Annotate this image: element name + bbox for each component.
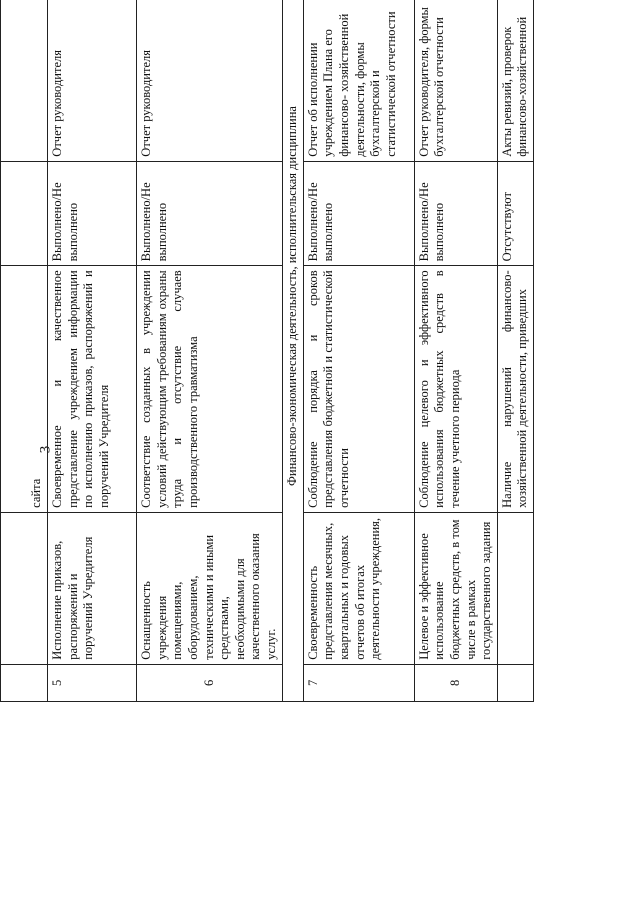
table-row bbox=[1, 0, 48, 702]
page-number: 3 bbox=[37, 445, 54, 454]
cell-criterion: Оснащенность учреждения помещениями, оборудованием, техническими и иными средствами, необходимыми для качественного оказания услуг. bbox=[137, 512, 283, 664]
cell-number: 7 bbox=[303, 664, 414, 701]
cell-number: 8 bbox=[414, 664, 497, 701]
cell-source: Отчет руководителя bbox=[48, 0, 137, 161]
cell-value: Выполнено/Не выполнено bbox=[137, 161, 283, 266]
cell-value: Отсутствуют bbox=[497, 161, 533, 266]
cell-source: Отчет руководителя bbox=[137, 0, 283, 161]
section-row bbox=[282, 0, 303, 702]
table-row bbox=[48, 0, 137, 702]
cell-description: сайта bbox=[1, 266, 48, 513]
table-row bbox=[414, 0, 497, 702]
cell-criterion: Целевое и эффективное использование бюджетных средств, в том числе в рамках государственного задания bbox=[414, 512, 497, 664]
table-row bbox=[137, 0, 283, 702]
cell-number: 6 bbox=[137, 664, 283, 701]
table-row bbox=[497, 0, 533, 702]
table-row bbox=[303, 0, 414, 702]
section-heading: Финансово-экономическая деятельность, исполнительская дисциплина bbox=[282, 0, 303, 702]
cell-description: Соблюдение целевого и эффективного использования бюджетных средств в течение учетного периода bbox=[414, 266, 497, 513]
cell-description: Наличие нарушений финансово-хозяйственной деятельности, приведших bbox=[497, 266, 533, 513]
cell-source: Отчет об исполнении учреждением Плана его финансово- хозяйственной деятельности, формы бухгалтерской и статистической отчетности bbox=[303, 0, 414, 161]
cell-criterion: Своевременность представления месячных, квартальных и годовых отчетов об итогах деятельности учреждения, bbox=[303, 512, 414, 664]
cell-source: Акты ревизий, проверок финансово-хозяйственной bbox=[497, 0, 533, 161]
cell-value: Выполнено/Не выполнено bbox=[48, 161, 137, 266]
cell-description: Своевременное и качественное представление учреждением информации по исполнению приказов, распоряжений и поручений Учредителя bbox=[48, 266, 137, 513]
cell-value: Выполнено/Не выполнено bbox=[414, 161, 497, 266]
cell-number: 5 bbox=[48, 664, 137, 701]
cell-source: Отчет руководителя, формы бухгалтерской отчетности bbox=[414, 0, 497, 161]
cell-criterion bbox=[497, 512, 533, 664]
cell-description: Соответствие созданных в учреждении условий действующим требованиям охраны труда и отсутствие случаев производственного травматизма bbox=[137, 266, 283, 513]
cell-value: Выполнено/Не выполнено bbox=[303, 161, 414, 266]
cell-number bbox=[497, 664, 533, 701]
cell-description: Соблюдение порядка и сроков представления бюджетной и статистической отчетности bbox=[303, 266, 414, 513]
cell-criterion: Исполнение приказов, распоряжений и поручений Учредителя bbox=[48, 512, 137, 664]
